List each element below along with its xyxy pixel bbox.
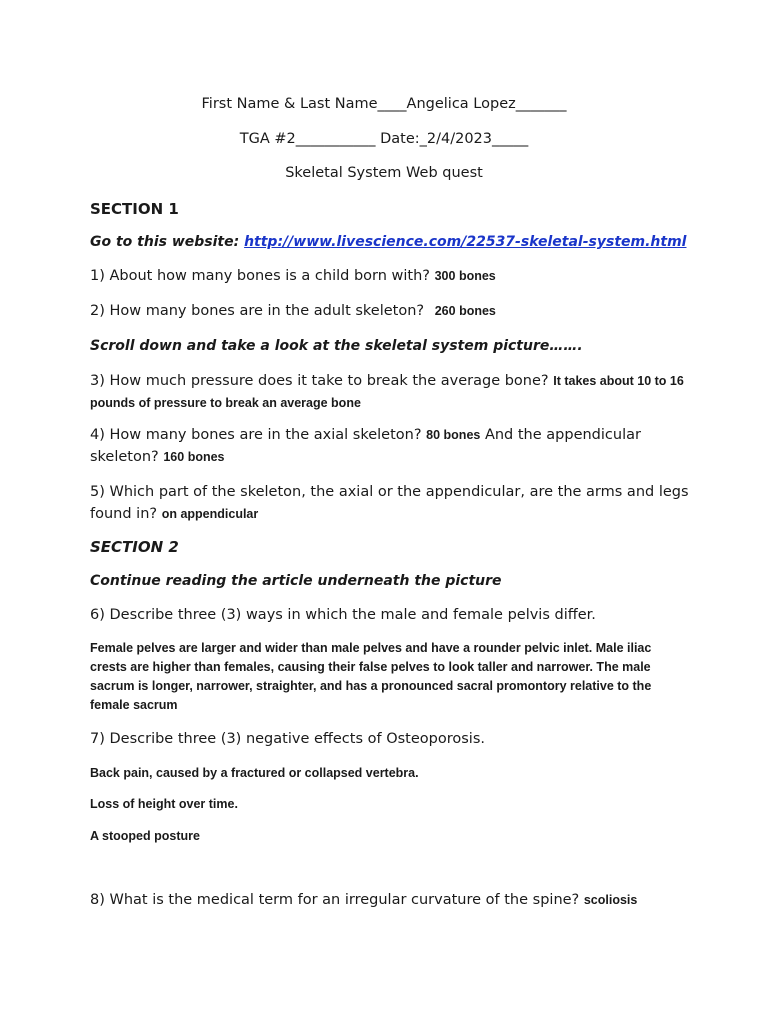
- continue-instruction: Continue reading the article underneath the picture: [90, 573, 502, 589]
- worksheet-title: Skeletal System Web quest: [285, 165, 483, 181]
- question-6: 6) Describe three (3) ways in which the male and female pelvis differ.: [90, 607, 596, 623]
- question-2-text: 2) How many bones are in the adult skeleton?: [90, 303, 425, 319]
- section-1-heading: SECTION 1: [90, 200, 179, 218]
- question-8: [90, 892, 637, 908]
- question-8-text: 8) What is the medical term for an irregular curvature of the spine?: [90, 892, 580, 908]
- answer-5: on appendicular: [161, 507, 259, 521]
- question-5: [90, 481, 690, 525]
- answer-7-item: A stooped posture: [90, 829, 200, 843]
- answer-8: scoliosis: [583, 893, 638, 907]
- tga-date-line: TGA #2___________ Date:_2/4/2023_____: [239, 131, 529, 147]
- answer-7-item: Back pain, caused by a fractured or collapsed vertebra.: [90, 766, 419, 780]
- website-instruction: [90, 234, 686, 250]
- question-1: [90, 268, 496, 284]
- answer-6: Female pelves are larger and wider than male pelves and have a rounder pelvic inlet. Male iliac crests are higher than females, causing their false pelves to look taller and narrower. The male sacrum is longer, narrower, straighter, and has a pronounced sacral promontory relative to the female sacrum: [90, 641, 652, 712]
- question-2: [90, 303, 496, 319]
- question-4-text: 4) How many bones are in the axial skeleton?: [90, 427, 422, 443]
- answer-1: 300 bones: [434, 269, 496, 283]
- answer-4: 80 bones: [426, 428, 481, 442]
- name-line: First Name & Last Name____Angelica Lopez_______: [201, 96, 567, 112]
- question-5-text: 5) Which part of the skeleton, the axial or the appendicular, are the arms and legs found in?: [90, 484, 689, 522]
- answer-7-item: Loss of height over time.: [90, 797, 238, 811]
- question-3-text: 3) How much pressure does it take to break the average bone?: [90, 373, 549, 389]
- website-link[interactable]: http://www.livescience.com/22537-skeletal-system.html: [244, 234, 687, 250]
- question-3: [90, 370, 690, 414]
- question-7: 7) Describe three (3) negative effects of Osteoporosis.: [90, 731, 485, 747]
- scroll-instruction: Scroll down and take a look at the skeletal system picture…….: [90, 338, 583, 354]
- question-4-part2: And the appendicular skeleton?: [90, 427, 641, 465]
- question-1-text: 1) About how many bones is a child born with?: [90, 268, 430, 284]
- answer-3: It takes about 10 to 16 pounds of pressure to break an average bone: [90, 374, 684, 410]
- answer-4-part2: 160 bones: [163, 450, 225, 464]
- goto-label: Go to this website:: [90, 234, 240, 250]
- question-4: [90, 424, 690, 468]
- section-2-heading: SECTION 2: [90, 538, 179, 556]
- answer-2: 260 bones: [434, 304, 496, 318]
